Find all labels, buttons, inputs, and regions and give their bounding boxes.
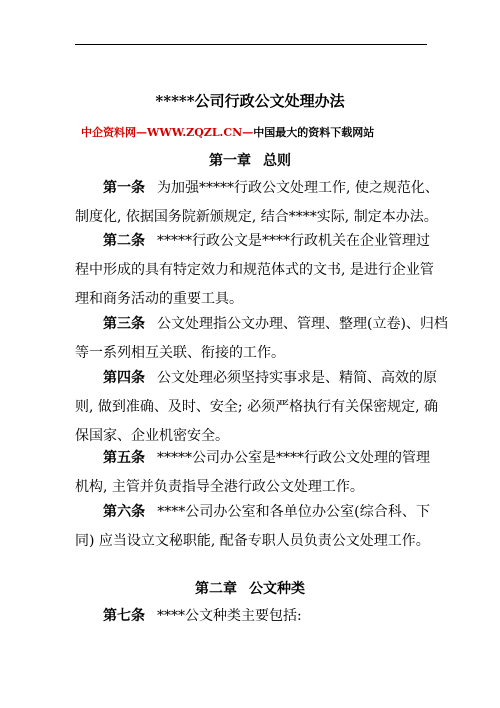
article-1-line-2: 制度化, 依据国务院新颁规定, 结合****实际, 制定本办法。	[75, 209, 438, 225]
article-4	[75, 364, 438, 451]
article-3-label: 第三条	[103, 316, 145, 332]
article-6-line-1: ****公司办公室和各单位办公室(综合科、下	[157, 504, 430, 520]
article-1-line-1: 为加强*****行政公文处理工作, 使之规范化、	[157, 180, 439, 196]
article-1	[75, 174, 439, 232]
chapter-2-name: 公文种类	[249, 581, 305, 597]
header-rule	[75, 44, 427, 45]
chapter-2-number: 第二章	[195, 581, 237, 597]
article-5-line-2: 机构, 主管并负责指导全港行政公文处理工作。	[75, 479, 364, 495]
article-4-label: 第四条	[103, 370, 145, 386]
article-6	[75, 498, 430, 556]
article-5-line-1: *****公司办公室是****行政公文处理的管理	[157, 450, 430, 466]
article-6-label: 第六条	[103, 504, 146, 520]
article-5-label: 第五条	[103, 450, 145, 466]
article-1-label: 第一条	[103, 180, 145, 196]
document-title: *****公司行政公文处理办法	[155, 92, 345, 110]
chapter-1-name: 总则	[263, 153, 291, 169]
article-2-line-2: 程中形成的具有特定效力和规范体式的文书, 是进行企业管	[75, 262, 434, 278]
article-7	[75, 602, 430, 631]
article-2-line-3: 理和商务活动的重要工具。	[75, 291, 243, 307]
article-3	[75, 310, 448, 368]
chapter-1-number: 第一章	[209, 153, 251, 169]
article-7-line-1: ****公文种类主要包括:	[157, 608, 302, 624]
source-link-text[interactable]: 中企资料网—WWW.ZQZL.CN—	[81, 126, 254, 139]
article-6-line-2: 同) 应当设立文秘职能, 配备专职人员负责公文处理工作。	[75, 533, 430, 549]
chapter-1-heading	[0, 150, 500, 170]
article-2-label: 第二条	[103, 233, 145, 249]
article-2-line-1: *****行政公文是****行政机关在企业管理过	[157, 233, 430, 249]
article-4-line-1: 公文处理必须坚持实事求是、精简、高效的原	[157, 370, 437, 386]
chapter-2-heading	[0, 578, 500, 598]
article-4-line-3: 保国家、企业机密安全。	[75, 428, 229, 444]
article-4-line-2: 则, 做到准确、及时、安全; 必须严格执行有关保密规定, 确	[75, 399, 438, 415]
article-3-line-2: 等一系列相互关联、衔接的工作。	[75, 345, 285, 361]
source-line	[81, 124, 374, 140]
article-7-label: 第七条	[103, 608, 145, 624]
source-tagline: 中国最大的资料下载网站	[253, 126, 375, 139]
article-2	[75, 227, 434, 314]
article-5	[75, 444, 430, 502]
article-3-line-1: 公文处理指公文办理、管理、整理(立卷)、归档	[157, 316, 448, 332]
